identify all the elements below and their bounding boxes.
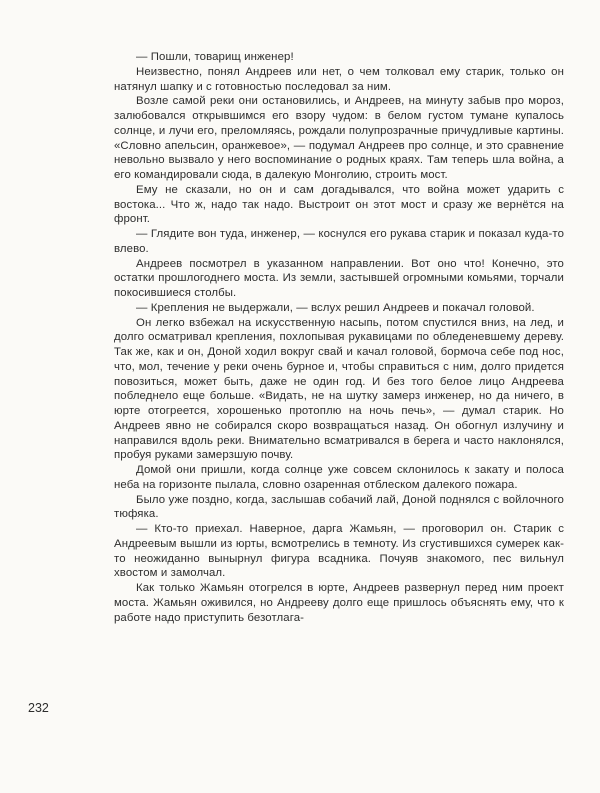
paragraph: Ему не сказали, но он и сам догадывался, что война может ударить с востока... Что ж, надо так надо. Выстроит он этот мост и сразу же вернётся на фронт. bbox=[114, 183, 564, 226]
paragraph: Как только Жамьян отогрелся в юрте, Андреев развернул перед ним проект моста. Жамьян оживился, но Андрееву долго еще пришлось объяснять ему, что к работе надо приступить безотлага- bbox=[114, 582, 564, 624]
paragraph: Он легко взбежал на искусственную насыпь, потом спустился вниз, на лед, и долго осматривал крепления, похлопывая рукавицами по обледеневшему дереву. Так же, как и он, Доной ходил вокруг свай и качал головой, бормоча себе под нос, что, мол, течение у реки очень бурное и, чтобы справиться с ним, долго придется повозиться, может быть, даже не один год. И без того белое лицо Андреева побледнело еще больше. «Видать, не на шутку замерз инженер, но да ничего, в юрте отогреется, хорошенько протоплю на ночь печь», — думал старик. Но Андреев явно не собирался скоро возвращаться назад. Он обогнул излучину и направился вдоль реки. Внимательно всматривался в берега и часто наклонялся, пробуя руками замерзшую почву. bbox=[114, 316, 564, 462]
page-number: 232 bbox=[28, 701, 49, 715]
paragraph: — Крепления не выдержали, — вслух решил Андреев и покачал головой. bbox=[136, 301, 535, 314]
text-block bbox=[114, 50, 564, 625]
paragraph: Было уже поздно, когда, заслышав собачий лай, Доной поднялся с войлочного тюфяка. bbox=[114, 493, 564, 521]
paragraph: Андреев посмотрел в указанном направлении. Вот оно что! Конечно, это остатки прошлогоднего моста. Из земли, застывшей огромными комьями, торчали покосившиеся столбы. bbox=[114, 257, 564, 299]
paragraph: — Пошли, товарищ инженер! bbox=[136, 51, 294, 63]
paragraph: Неизвестно, понял Андреев или нет, о чем толковал ему старик, только он натянул шапку и с готовностью последовал за ним. bbox=[114, 65, 564, 93]
paragraph: Домой они пришли, когда солнце уже совсем склонилось к закату и полоса неба на горизонте пылала, словно озаренная отблеском далекого пожара. bbox=[114, 464, 564, 491]
paragraph: — Глядите вон туда, инженер, — коснулся его рукава старик и показал куда-то влево. bbox=[114, 228, 564, 255]
paragraph: Возле самой реки они остановились, и Андреев, на минуту забыв про мороз, залюбовался открывшимся его взору чудом: в белом густом тумане купалось солнце, и лучи его, преломляясь, рождали полупрозрачные причудливые картины. «Словно апельсин, оранжевое», — подумал Андреев про солнце, и это сравнение невольно вызвало у него воспоминание о родных краях. Там теперь шла война, а его командировали сюда, в далекую Монголию, строить мост. bbox=[114, 95, 564, 181]
paragraph: — Кто-то приехал. Наверное, дарга Жамьян, — проговорил он. Старик с Андреевым вышли из юрты, всмотрелись в темноту. Из сгустившихся сумерек как-то неожиданно вынырнул фигура всадника. Почуяв знакомого, пес вильнул хвостом и замолчал. bbox=[114, 523, 564, 580]
